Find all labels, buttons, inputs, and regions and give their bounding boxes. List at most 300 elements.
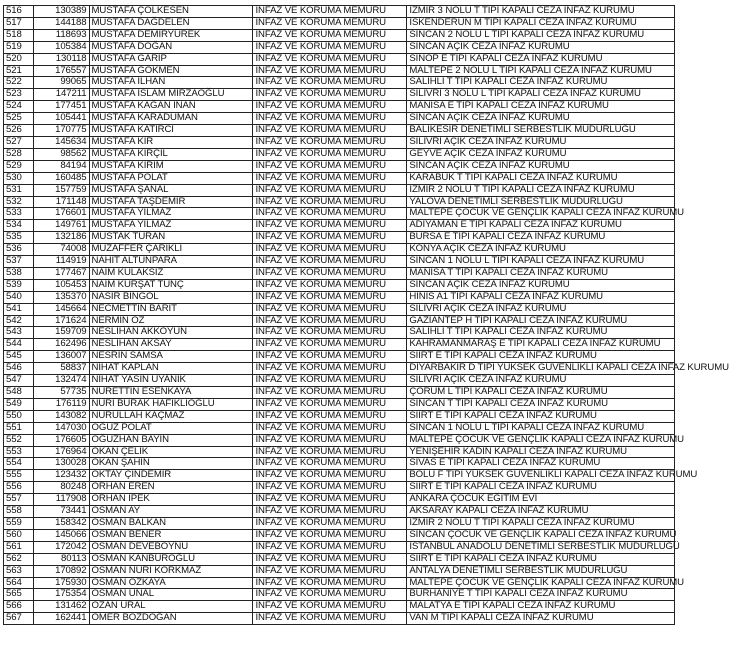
full-name-cell: MUSTAFA İLHAN <box>89 77 253 89</box>
full-name-cell: MUSTAFA YILMAZ <box>89 208 253 220</box>
full-name-cell: MUSTAFA ÇÖLKESEN <box>89 6 253 18</box>
full-name-cell: MUSTAFA ŞANAL <box>89 184 253 196</box>
job-title-cell: İNFAZ VE KORUMA MEMURU <box>253 613 407 625</box>
table-row <box>4 565 675 577</box>
table-row <box>4 422 675 434</box>
table-row <box>4 517 675 529</box>
job-title-cell: İNFAZ VE KORUMA MEMURU <box>253 410 407 422</box>
row-number-cell: 555 <box>4 470 34 482</box>
job-title-cell: İNFAZ VE KORUMA MEMURU <box>253 6 407 18</box>
registry-number-cell: 175354 <box>34 589 89 601</box>
full-name-cell: MUSTAFA KIRIM <box>89 160 253 172</box>
registry-number-cell: 117908 <box>34 494 89 506</box>
row-number-cell: 557 <box>4 494 34 506</box>
job-title-cell: İNFAZ VE KORUMA MEMURU <box>253 208 407 220</box>
institution-cell: SİNCAN AÇIK CEZA İNFAZ KURUMU <box>407 41 675 53</box>
full-name-cell: OSMAN BENER <box>89 529 253 541</box>
full-name-cell: NURETTİN ESENKAYA <box>89 387 253 399</box>
table-row <box>4 351 675 363</box>
row-number-cell: 536 <box>4 244 34 256</box>
full-name-cell: ORHAN İPEK <box>89 494 253 506</box>
full-name-cell: OĞUZHAN BAYIN <box>89 434 253 446</box>
registry-number-cell: 157759 <box>34 184 89 196</box>
table-row <box>4 160 675 172</box>
registry-number-cell: 171624 <box>34 315 89 327</box>
row-number-cell: 542 <box>4 315 34 327</box>
job-title-cell: İNFAZ VE KORUMA MEMURU <box>253 232 407 244</box>
table-row <box>4 339 675 351</box>
institution-cell: MALTEPE ÇOCUK VE GENÇLİK KAPALI CEZA İNFAZ KURUMU <box>407 577 675 589</box>
registry-number-cell: 136007 <box>34 351 89 363</box>
job-title-cell: İNFAZ VE KORUMA MEMURU <box>253 220 407 232</box>
institution-cell: İSKENDERUN M TİPİ KAPALI CEZA İNFAZ KURUMU <box>407 17 675 29</box>
job-title-cell: İNFAZ VE KORUMA MEMURU <box>253 434 407 446</box>
full-name-cell: NAİM KÜRŞAT TÜNÇ <box>89 279 253 291</box>
registry-number-cell: 159709 <box>34 327 89 339</box>
job-title-cell: İNFAZ VE KORUMA MEMURU <box>253 375 407 387</box>
full-name-cell: ORHAN EREN <box>89 482 253 494</box>
table-row <box>4 291 675 303</box>
job-title-cell: İNFAZ VE KORUMA MEMURU <box>253 303 407 315</box>
registry-number-cell: 147211 <box>34 89 89 101</box>
institution-cell: SİLİVRİ AÇIK CEZA İNFAZ KURUMU <box>407 303 675 315</box>
row-number-cell: 524 <box>4 101 34 113</box>
table-row <box>4 29 675 41</box>
institution-cell: YENİŞEHİR KADIN KAPALI CEZA İNFAZ KURUMU <box>407 446 675 458</box>
table-row <box>4 267 675 279</box>
full-name-cell: NESLİHAN AKKOYUN <box>89 327 253 339</box>
registry-number-cell: 177451 <box>34 101 89 113</box>
row-number-cell: 525 <box>4 113 34 125</box>
institution-cell: YALOVA DENETİMLİ SERBESTLİK MÜDÜRLÜĞÜ <box>407 196 675 208</box>
institution-cell: MANİSA T TİPİ KAPALI CEZA İNFAZ KURUMU <box>407 267 675 279</box>
full-name-cell: NESLİHAN AKSAY <box>89 339 253 351</box>
registry-number-cell: 135370 <box>34 291 89 303</box>
row-number-cell: 518 <box>4 29 34 41</box>
table-row <box>4 208 675 220</box>
job-title-cell: İNFAZ VE KORUMA MEMURU <box>253 565 407 577</box>
row-number-cell: 567 <box>4 613 34 625</box>
institution-cell: VAN M TİPİ KAPALI CEZA İNFAZ KURUMU <box>407 613 675 625</box>
institution-cell: MALTEPE 2 NOLU L TİPİ KAPALI CEZA İNFAZ KURUMU <box>407 65 675 77</box>
table-row <box>4 541 675 553</box>
registry-number-cell: 170892 <box>34 565 89 577</box>
table-row <box>4 77 675 89</box>
job-title-cell: İNFAZ VE KORUMA MEMURU <box>253 315 407 327</box>
institution-cell: İZMİR 2 NOLU T TİPİ KAPALI CEZA İNFAZ KURUMU <box>407 184 675 196</box>
registry-number-cell: 147030 <box>34 422 89 434</box>
table-row <box>4 53 675 65</box>
institution-cell: GEYVE AÇIK CEZA İNFAZ KURUMU <box>407 148 675 160</box>
row-number-cell: 565 <box>4 589 34 601</box>
institution-cell: SİNCAN AÇIK CEZA İNFAZ KURUMU <box>407 113 675 125</box>
row-number-cell: 534 <box>4 220 34 232</box>
table-row <box>4 529 675 541</box>
full-name-cell: NAHİT ALTUNPARA <box>89 256 253 268</box>
registry-number-cell: 114919 <box>34 256 89 268</box>
institution-cell: KONYA AÇIK CEZA İNFAZ KURUMU <box>407 244 675 256</box>
full-name-cell: OĞUZ POLAT <box>89 422 253 434</box>
table-row <box>4 470 675 482</box>
table-row <box>4 327 675 339</box>
row-number-cell: 544 <box>4 339 34 351</box>
job-title-cell: İNFAZ VE KORUMA MEMURU <box>253 363 407 375</box>
table-row <box>4 17 675 29</box>
institution-cell: SİNCAN 1 NOLU L TİPİ KAPALI CEZA İNFAZ KURUMU <box>407 422 675 434</box>
job-title-cell: İNFAZ VE KORUMA MEMURU <box>253 601 407 613</box>
institution-cell: SİLİVRİ AÇIK CEZA İNFAZ KURUMU <box>407 375 675 387</box>
registry-number-cell: 158342 <box>34 517 89 529</box>
table-row <box>4 232 675 244</box>
row-number-cell: 558 <box>4 506 34 518</box>
job-title-cell: İNFAZ VE KORUMA MEMURU <box>253 101 407 113</box>
table-row <box>4 315 675 327</box>
job-title-cell: İNFAZ VE KORUMA MEMURU <box>253 279 407 291</box>
table-row <box>4 196 675 208</box>
registry-number-cell: 105453 <box>34 279 89 291</box>
registry-number-cell: 162496 <box>34 339 89 351</box>
registry-number-cell: 177467 <box>34 267 89 279</box>
full-name-cell: MUSTAFA KARADUMAN <box>89 113 253 125</box>
registry-number-cell: 162441 <box>34 613 89 625</box>
job-title-cell: İNFAZ VE KORUMA MEMURU <box>253 196 407 208</box>
registry-number-cell: 176601 <box>34 208 89 220</box>
table-row <box>4 136 675 148</box>
row-number-cell: 539 <box>4 279 34 291</box>
registry-number-cell: 118693 <box>34 29 89 41</box>
table-row <box>4 553 675 565</box>
institution-cell: İSTANBUL ANADOLU DENETİMLİ SERBESTLİK MÜDÜRLÜĞÜ <box>407 541 675 553</box>
table-row <box>4 125 675 137</box>
row-number-cell: 538 <box>4 267 34 279</box>
full-name-cell: OZAN URAL <box>89 601 253 613</box>
job-title-cell: İNFAZ VE KORUMA MEMURU <box>253 327 407 339</box>
job-title-cell: İNFAZ VE KORUMA MEMURU <box>253 172 407 184</box>
row-number-cell: 521 <box>4 65 34 77</box>
institution-cell: SİNCAN 2 NOLU L TİPİ KAPALI CEZA İNFAZ KURUMU <box>407 29 675 41</box>
row-number-cell: 517 <box>4 17 34 29</box>
row-number-cell: 540 <box>4 291 34 303</box>
table-row <box>4 279 675 291</box>
job-title-cell: İNFAZ VE KORUMA MEMURU <box>253 17 407 29</box>
institution-cell: BURHANİYE T TİPİ KAPALI CEZA İNFAZ KURUMU <box>407 589 675 601</box>
institution-cell: SİLİVRİ AÇIK CEZA İNFAZ KURUMU <box>407 136 675 148</box>
row-number-cell: 526 <box>4 125 34 137</box>
row-number-cell: 527 <box>4 136 34 148</box>
full-name-cell: MUSTAFA İSLAM MİRZAOĞLU <box>89 89 253 101</box>
institution-cell: ANKARA ÇOCUK EĞİTİM EVİ <box>407 494 675 506</box>
job-title-cell: İNFAZ VE KORUMA MEMURU <box>253 351 407 363</box>
table-row <box>4 410 675 422</box>
full-name-cell: OKAN ÇELİK <box>89 446 253 458</box>
full-name-cell: MUSTAFA KAĞAN İNAN <box>89 101 253 113</box>
table-row <box>4 363 675 375</box>
table-row <box>4 148 675 160</box>
table-row <box>4 220 675 232</box>
job-title-cell: İNFAZ VE KORUMA MEMURU <box>253 29 407 41</box>
table-row <box>4 375 675 387</box>
table-row <box>4 113 675 125</box>
table-row <box>4 89 675 101</box>
institution-cell: SİNCAN 1 NOLU L TİPİ KAPALI CEZA İNFAZ KURUMU <box>407 256 675 268</box>
registry-number-cell: 160485 <box>34 172 89 184</box>
table-row <box>4 303 675 315</box>
job-title-cell: İNFAZ VE KORUMA MEMURU <box>253 577 407 589</box>
personnel-table-body <box>4 5 729 625</box>
job-title-cell: İNFAZ VE KORUMA MEMURU <box>253 339 407 351</box>
row-number-cell: 556 <box>4 482 34 494</box>
full-name-cell: MUSTAK TURAN <box>89 232 253 244</box>
row-number-cell: 516 <box>4 6 34 18</box>
full-name-cell: MUSTAFA GARİP <box>89 53 253 65</box>
row-number-cell: 566 <box>4 601 34 613</box>
row-number-cell: 532 <box>4 196 34 208</box>
row-number-cell: 564 <box>4 577 34 589</box>
full-name-cell: MUSTAFA YILMAZ <box>89 220 253 232</box>
full-name-cell: NERMİN ÖZ <box>89 315 253 327</box>
registry-number-cell: 105441 <box>34 113 89 125</box>
job-title-cell: İNFAZ VE KORUMA MEMURU <box>253 446 407 458</box>
table-row <box>4 434 675 446</box>
institution-cell: SALİHLİ T TİPİ KAPALI CEZA İNFAZ KURUMU <box>407 327 675 339</box>
table-row <box>4 387 675 399</box>
registry-number-cell: 98562 <box>34 148 89 160</box>
registry-number-cell: 84194 <box>34 160 89 172</box>
job-title-cell: İNFAZ VE KORUMA MEMURU <box>253 398 407 410</box>
institution-cell: ADIYAMAN E TİPİ KAPALI CEZA İNFAZ KURUMU <box>407 220 675 232</box>
row-number-cell: 549 <box>4 398 34 410</box>
institution-cell: SİİRT E TİPİ KAPALI CEZA İNFAZ KURUMU <box>407 351 675 363</box>
row-number-cell: 550 <box>4 410 34 422</box>
institution-cell: MALATYA E TİPİ KAPALI CEZA İNFAZ KURUMU <box>407 601 675 613</box>
full-name-cell: MUSTAFA KATIRCI <box>89 125 253 137</box>
full-name-cell: NASIR BİNGÖL <box>89 291 253 303</box>
full-name-cell: OKAN ŞAHİN <box>89 458 253 470</box>
job-title-cell: İNFAZ VE KORUMA MEMURU <box>253 422 407 434</box>
table-row <box>4 41 675 53</box>
full-name-cell: MUSTAFA TAŞDEMİR <box>89 196 253 208</box>
row-number-cell: 531 <box>4 184 34 196</box>
institution-cell: GAZİANTEP H TİPİ KAPALI CEZA İNFAZ KURUMU <box>407 315 675 327</box>
job-title-cell: İNFAZ VE KORUMA MEMURU <box>253 494 407 506</box>
table-row <box>4 101 675 113</box>
job-title-cell: İNFAZ VE KORUMA MEMURU <box>253 77 407 89</box>
institution-cell: ÇORUM L TİPİ KAPALI CEZA İNFAZ KURUMU <box>407 387 675 399</box>
registry-number-cell: 58837 <box>34 363 89 375</box>
row-number-cell: 541 <box>4 303 34 315</box>
row-number-cell: 551 <box>4 422 34 434</box>
registry-number-cell: 130028 <box>34 458 89 470</box>
registry-number-cell: 172042 <box>34 541 89 553</box>
row-number-cell: 548 <box>4 387 34 399</box>
personnel-table <box>3 5 729 625</box>
table-row <box>4 506 675 518</box>
registry-number-cell: 99065 <box>34 77 89 89</box>
table-row <box>4 494 675 506</box>
full-name-cell: MUZAFFER ÇARIKLI <box>89 244 253 256</box>
full-name-cell: OSMAN ÜNAL <box>89 589 253 601</box>
registry-number-cell: 132186 <box>34 232 89 244</box>
registry-number-cell: 80248 <box>34 482 89 494</box>
institution-cell: SİİRT E TİPİ KAPALI CEZA İNFAZ KURUMU <box>407 410 675 422</box>
row-number-cell: 543 <box>4 327 34 339</box>
registry-number-cell: 131462 <box>34 601 89 613</box>
institution-cell: HINIS A1 TİPİ KAPALI CEZA İNFAZ KURUMU <box>407 291 675 303</box>
registry-number-cell: 145664 <box>34 303 89 315</box>
institution-cell: SİİRT E TİPİ KAPALI CEZA İNFAZ KURUMU <box>407 553 675 565</box>
table-row <box>4 577 675 589</box>
institution-cell: ANTALYA DENETİMLİ SERBESTLİK MÜDÜRLÜĞÜ <box>407 565 675 577</box>
full-name-cell: NİHAT YASİN UYANIK <box>89 375 253 387</box>
institution-cell: SİNOP E TİPİ KAPALI CEZA İNFAZ KURUMU <box>407 53 675 65</box>
registry-number-cell: 105384 <box>34 41 89 53</box>
job-title-cell: İNFAZ VE KORUMA MEMURU <box>253 136 407 148</box>
institution-cell: SİNCAN AÇIK CEZA İNFAZ KURUMU <box>407 279 675 291</box>
personnel-list-sheet <box>3 5 729 625</box>
row-number-cell: 554 <box>4 458 34 470</box>
full-name-cell: NURULLAH KAÇMAZ <box>89 410 253 422</box>
full-name-cell: MUSTAFA POLAT <box>89 172 253 184</box>
table-row <box>4 244 675 256</box>
table-row <box>4 184 675 196</box>
institution-cell: AKSARAY KAPALI CEZA İNFAZ KURUMU <box>407 506 675 518</box>
full-name-cell: OSMAN ÖZKAYA <box>89 577 253 589</box>
table-row <box>4 398 675 410</box>
table-row <box>4 172 675 184</box>
job-title-cell: İNFAZ VE KORUMA MEMURU <box>253 506 407 518</box>
registry-number-cell: 176557 <box>34 65 89 77</box>
job-title-cell: İNFAZ VE KORUMA MEMURU <box>253 291 407 303</box>
row-number-cell: 520 <box>4 53 34 65</box>
row-number-cell: 535 <box>4 232 34 244</box>
full-name-cell: MUSTAFA GÖKMEN <box>89 65 253 77</box>
institution-cell: SİVAS E TİPİ KAPALI CEZA İNFAZ KURUMU <box>407 458 675 470</box>
registry-number-cell: 144188 <box>34 17 89 29</box>
registry-number-cell: 175930 <box>34 577 89 589</box>
full-name-cell: OSMAN DEVEBOYNU <box>89 541 253 553</box>
row-number-cell: 537 <box>4 256 34 268</box>
full-name-cell: OSMAN KANBUROĞLU <box>89 553 253 565</box>
full-name-cell: NECMETTİN BARIT <box>89 303 253 315</box>
full-name-cell: OSMAN BALKAN <box>89 517 253 529</box>
institution-cell: MALTEPE ÇOCUK VE GENÇLİK KAPALI CEZA İNFAZ KURUMU <box>407 434 675 446</box>
table-row <box>4 482 675 494</box>
job-title-cell: İNFAZ VE KORUMA MEMURU <box>253 529 407 541</box>
row-number-cell: 529 <box>4 160 34 172</box>
institution-cell: SİİRT E TİPİ KAPALI CEZA İNFAZ KURUMU <box>407 482 675 494</box>
job-title-cell: İNFAZ VE KORUMA MEMURU <box>253 65 407 77</box>
full-name-cell: ÖMER BOZDOĞAN <box>89 613 253 625</box>
job-title-cell: İNFAZ VE KORUMA MEMURU <box>253 41 407 53</box>
table-row <box>4 589 675 601</box>
job-title-cell: İNFAZ VE KORUMA MEMURU <box>253 589 407 601</box>
institution-cell: DİYARBAKIR D TİPİ YÜKSEK GÜVENLİKLİ KAPALI CEZA İNFAZ KURUMU <box>407 363 675 375</box>
full-name-cell: NESRİN SAMSA <box>89 351 253 363</box>
job-title-cell: İNFAZ VE KORUMA MEMURU <box>253 387 407 399</box>
row-number-cell: 545 <box>4 351 34 363</box>
registry-number-cell: 176605 <box>34 434 89 446</box>
job-title-cell: İNFAZ VE KORUMA MEMURU <box>253 125 407 137</box>
job-title-cell: İNFAZ VE KORUMA MEMURU <box>253 482 407 494</box>
job-title-cell: İNFAZ VE KORUMA MEMURU <box>253 160 407 172</box>
job-title-cell: İNFAZ VE KORUMA MEMURU <box>253 89 407 101</box>
row-number-cell: 560 <box>4 529 34 541</box>
table-row <box>4 6 675 18</box>
institution-cell: MANİSA E TİPİ KAPALI CEZA İNFAZ KURUMU <box>407 101 675 113</box>
full-name-cell: NAİM KULAKSIZ <box>89 267 253 279</box>
full-name-cell: OSMAN AY <box>89 506 253 518</box>
row-number-cell: 559 <box>4 517 34 529</box>
registry-number-cell: 143082 <box>34 410 89 422</box>
institution-cell: BALIKESİR DENETİMLİ SERBESTLİK MÜDÜRLÜĞÜ <box>407 125 675 137</box>
row-number-cell: 552 <box>4 434 34 446</box>
table-row <box>4 256 675 268</box>
registry-number-cell: 123432 <box>34 470 89 482</box>
institution-cell: KAHRAMANMARAŞ E TİPİ KAPALI CEZA İNFAZ KURUMU <box>407 339 675 351</box>
registry-number-cell: 176119 <box>34 398 89 410</box>
registry-number-cell: 80113 <box>34 553 89 565</box>
job-title-cell: İNFAZ VE KORUMA MEMURU <box>253 267 407 279</box>
registry-number-cell: 145066 <box>34 529 89 541</box>
job-title-cell: İNFAZ VE KORUMA MEMURU <box>253 53 407 65</box>
registry-number-cell: 130118 <box>34 53 89 65</box>
institution-cell: BOLU F TİPİ YÜKSEK GÜVENLİKLİ KAPALI CEZA İNFAZ KURUMU <box>407 470 675 482</box>
full-name-cell: NİHAT KAPLAN <box>89 363 253 375</box>
row-number-cell: 533 <box>4 208 34 220</box>
registry-number-cell: 57735 <box>34 387 89 399</box>
full-name-cell: MUSTAFA DOĞAN <box>89 41 253 53</box>
full-name-cell: MUSTAFA KIRÇIL <box>89 148 253 160</box>
row-number-cell: 547 <box>4 375 34 387</box>
table-row <box>4 458 675 470</box>
full-name-cell: MUSTAFA DAĞDELEN <box>89 17 253 29</box>
institution-cell: İZMİR 3 NOLU T TİPİ KAPALI CEZA İNFAZ KURUMU <box>407 6 675 18</box>
job-title-cell: İNFAZ VE KORUMA MEMURU <box>253 148 407 160</box>
institution-cell: KARABÜK T TİPİ KAPALI CEZA İNFAZ KURUMU <box>407 172 675 184</box>
registry-number-cell: 74008 <box>34 244 89 256</box>
registry-number-cell: 149761 <box>34 220 89 232</box>
table-row <box>4 65 675 77</box>
row-number-cell: 523 <box>4 89 34 101</box>
registry-number-cell: 132474 <box>34 375 89 387</box>
row-number-cell: 546 <box>4 363 34 375</box>
row-number-cell: 530 <box>4 172 34 184</box>
job-title-cell: İNFAZ VE KORUMA MEMURU <box>253 541 407 553</box>
row-number-cell: 522 <box>4 77 34 89</box>
registry-number-cell: 130389 <box>34 6 89 18</box>
job-title-cell: İNFAZ VE KORUMA MEMURU <box>253 256 407 268</box>
job-title-cell: İNFAZ VE KORUMA MEMURU <box>253 553 407 565</box>
job-title-cell: İNFAZ VE KORUMA MEMURU <box>253 517 407 529</box>
table-row <box>4 446 675 458</box>
job-title-cell: İNFAZ VE KORUMA MEMURU <box>253 184 407 196</box>
row-number-cell: 553 <box>4 446 34 458</box>
institution-cell: SİLİVRİ 3 NOLU L TİPİ KAPALI CEZA İNFAZ KURUMU <box>407 89 675 101</box>
job-title-cell: İNFAZ VE KORUMA MEMURU <box>253 470 407 482</box>
full-name-cell: OSMAN NURİ KORKMAZ <box>89 565 253 577</box>
institution-cell: SİNCAN ÇOCUK VE GENÇLİK KAPALI CEZA İNFAZ KURUMU <box>407 529 675 541</box>
institution-cell: SİNCAN T TİPİ KAPALI CEZA İNFAZ KURUMU <box>407 398 675 410</box>
row-number-cell: 561 <box>4 541 34 553</box>
registry-number-cell: 171148 <box>34 196 89 208</box>
table-row <box>4 601 675 613</box>
full-name-cell: MUSTAFA KIR <box>89 136 253 148</box>
full-name-cell: NURİ BURAK HAFIKLIOĞLU <box>89 398 253 410</box>
job-title-cell: İNFAZ VE KORUMA MEMURU <box>253 113 407 125</box>
registry-number-cell: 73441 <box>34 506 89 518</box>
table-row <box>4 613 675 625</box>
registry-number-cell: 170775 <box>34 125 89 137</box>
